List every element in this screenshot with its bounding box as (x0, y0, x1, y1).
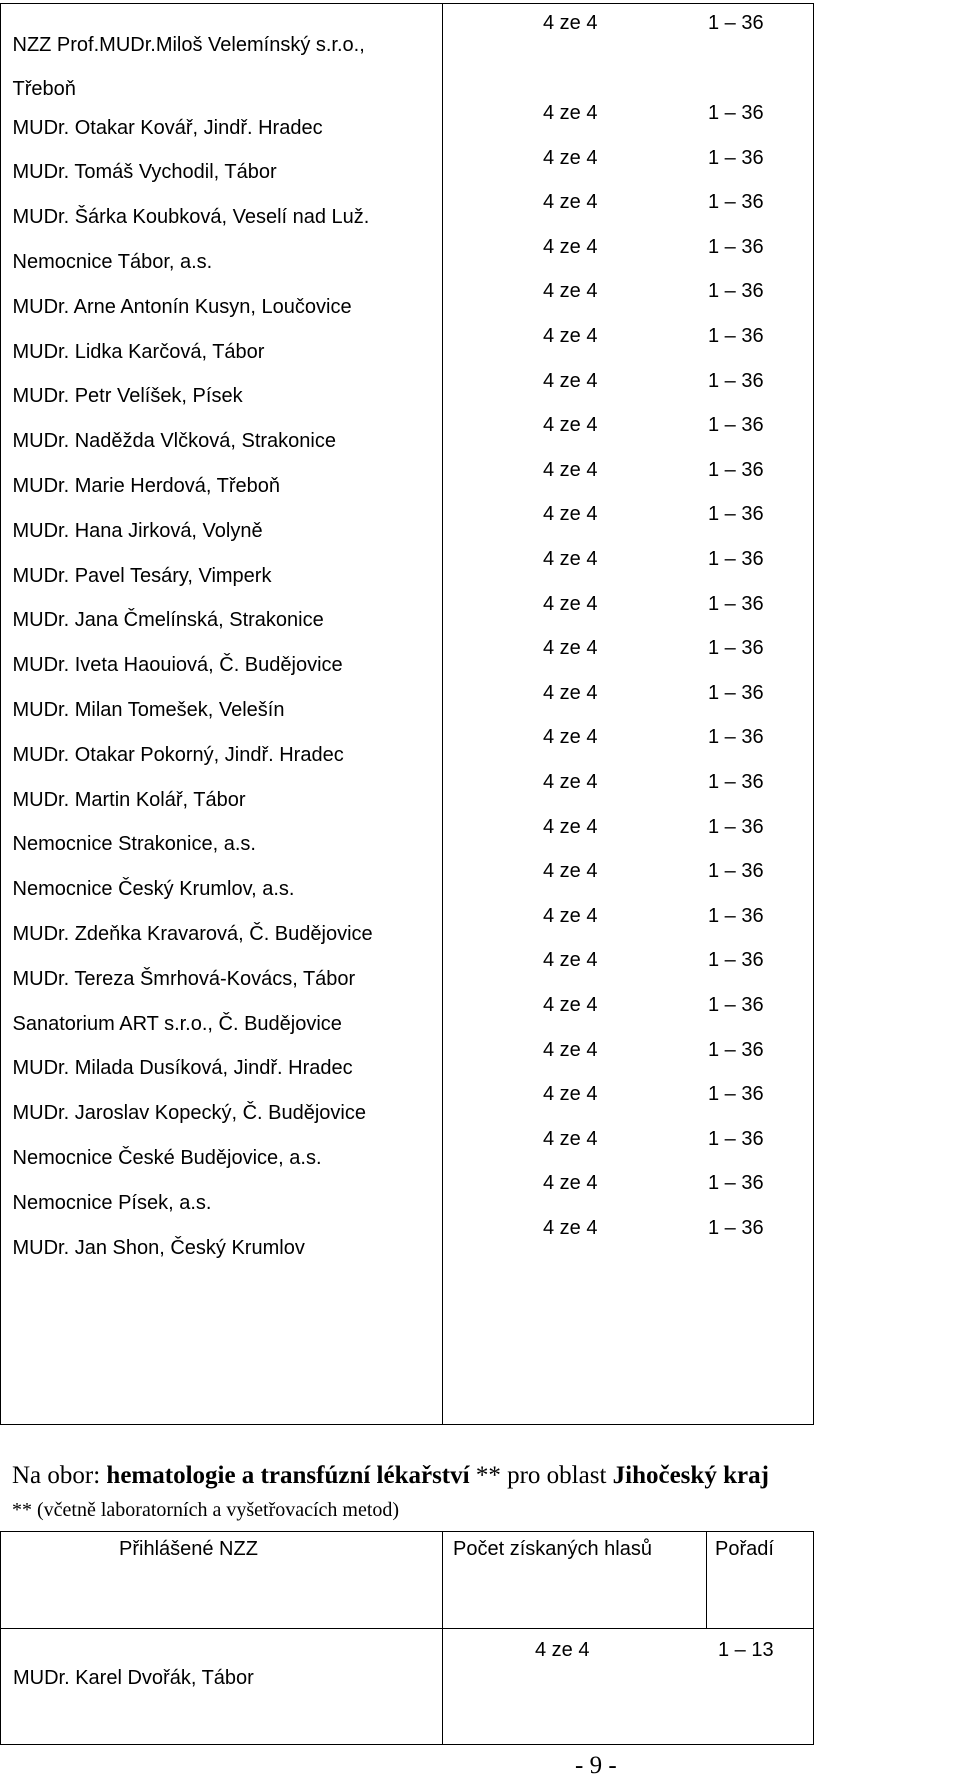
rank-range: 1 – 36 (708, 458, 764, 481)
header-votes-cell (443, 1532, 707, 1629)
nzz-name: MUDr. Naděžda Vlčková, Strakonice (12, 430, 336, 453)
nzz-name: MUDr. Petr Velíšek, Písek (12, 385, 243, 408)
votes-count: 4 ze 4 (543, 949, 598, 972)
votes-count: 4 ze 4 (543, 592, 598, 615)
votes-count: 4 ze 4 (543, 1172, 598, 1195)
rank-range: 1 – 36 (708, 503, 764, 526)
rank-range: 1 – 36 (708, 325, 764, 347)
nzz-name: MUDr. Tomáš Vychodil, Tábor (12, 161, 277, 184)
rank-range: 1 – 36 (708, 1217, 764, 1239)
nzz-name: Třeboň (12, 77, 76, 100)
field-name: hematologie a transfúzní lékařství (106, 1462, 470, 1489)
rank-range: 1 – 36 (708, 280, 764, 303)
nzz-name: Sanatorium ART s.r.o., Č. Budějovice (12, 1012, 342, 1035)
rank-range: 1 – 36 (708, 191, 764, 214)
rank-range: 1 – 36 (708, 548, 764, 570)
rank-range: 1 – 36 (708, 726, 764, 749)
nzz-name: MUDr. Otakar Kovář, Jindř. Hradec (12, 116, 323, 139)
nzz-name: MUDr. Šárka Koubková, Veselí nad Luž. (12, 206, 370, 229)
rank-range: 1 – 36 (708, 12, 764, 34)
row-name: MUDr. Karel Dvořák, Tábor (13, 1667, 254, 1689)
nzz-name: MUDr. Milan Tomešek, Velešín (12, 698, 285, 721)
votes-count: 4 ze 4 (543, 1127, 598, 1150)
rank-range: 1 – 36 (708, 949, 764, 972)
votes-count: 4 ze 4 (543, 1038, 598, 1061)
nzz-name: MUDr. Lidka Karčová, Tábor (12, 340, 265, 363)
votes-count: 4 ze 4 (543, 12, 598, 34)
row-values-cell (443, 1629, 814, 1745)
votes-count: 4 ze 4 (543, 146, 598, 169)
rank-range: 1 – 36 (708, 904, 764, 927)
nzz-name: NZZ Prof.MUDr.Miloš Velemínský s.r.o., (12, 33, 365, 56)
votes-count: 4 ze 4 (543, 325, 598, 347)
rank-range: 1 – 36 (708, 1172, 764, 1195)
rank-range: 1 – 36 (708, 771, 764, 793)
votes-column (443, 4, 814, 1425)
rank-range: 1 – 36 (708, 1038, 764, 1061)
rank-range: 1 – 36 (708, 146, 764, 169)
results-table (0, 3, 814, 1425)
nzz-name: MUDr. Jana Čmelínská, Strakonice (12, 609, 324, 632)
nzz-name: MUDr. Hana Jirková, Volyně (12, 519, 263, 542)
votes-count: 4 ze 4 (543, 235, 598, 258)
rank-range: 1 – 36 (708, 994, 764, 1016)
nzz-name: MUDr. Pavel Tesáry, Vimperk (12, 564, 272, 587)
votes-count: 4 ze 4 (543, 548, 598, 570)
votes-count: 4 ze 4 (543, 994, 598, 1016)
votes-count: 4 ze 4 (543, 280, 598, 303)
rank-range: 1 – 36 (708, 1127, 764, 1150)
nzz-name: MUDr. Tereza Šmrhová-Kovács, Tábor (12, 967, 356, 990)
row-votes: 4 ze 4 (535, 1639, 590, 1661)
votes-count: 4 ze 4 (543, 1217, 598, 1239)
nzz-name: Nemocnice České Budějovice, a.s. (12, 1146, 322, 1169)
rank-range: 1 – 36 (708, 1083, 764, 1106)
votes-count: 4 ze 4 (543, 726, 598, 749)
votes-count: 4 ze 4 (543, 102, 598, 124)
nzz-name: MUDr. Otakar Pokorný, Jindř. Hradec (12, 743, 344, 766)
rank-range: 1 – 36 (708, 369, 764, 392)
rank-range: 1 – 36 (708, 414, 764, 437)
nzz-name: MUDr. Arne Antonín Kusyn, Loučovice (12, 295, 352, 318)
votes-count: 4 ze 4 (543, 771, 598, 793)
row-name-cell (1, 1629, 443, 1745)
header-rank-cell (707, 1532, 814, 1629)
rank-range: 1 – 36 (708, 815, 764, 838)
nzz-name: MUDr. Martin Kolář, Tábor (12, 788, 246, 811)
nzz-name: Nemocnice Tábor, a.s. (12, 250, 213, 273)
votes-count: 4 ze 4 (543, 191, 598, 214)
header-name-cell (1, 1532, 443, 1629)
nzz-name: Nemocnice Písek, a.s. (12, 1191, 212, 1214)
region-name: Jihočeský kraj (612, 1462, 769, 1489)
nzz-name: MUDr. Zdeňka Kravarová, Č. Budějovice (12, 922, 373, 945)
rank-range: 1 – 36 (708, 592, 764, 615)
votes-count: 4 ze 4 (543, 369, 598, 392)
nzz-name: Nemocnice Český Krumlov, a.s. (12, 878, 295, 901)
header-rank: Pořadí (715, 1538, 774, 1560)
votes-count: 4 ze 4 (543, 458, 598, 481)
votes-count: 4 ze 4 (543, 637, 598, 660)
section-note: ** (včetně laboratorních a vyšetřovacích metod) (12, 1499, 400, 1521)
header-name: Přihlášené NZZ (119, 1538, 258, 1560)
nzz-name: Nemocnice Strakonice, a.s. (12, 833, 256, 856)
hematology-table (0, 1531, 814, 1745)
section-heading: Na obor: hematologie a transfúzní lékařství ** pro oblast Jihočeský kraj (12, 1462, 769, 1489)
rank-range: 1 – 36 (708, 235, 764, 258)
votes-count: 4 ze 4 (543, 904, 598, 927)
votes-count: 4 ze 4 (543, 681, 598, 704)
header-votes: Počet získaných hlasů (453, 1538, 652, 1560)
nzz-name: MUDr. Milada Dusíková, Jindř. Hradec (12, 1057, 353, 1080)
nzz-name: MUDr. Jaroslav Kopecký, Č. Budějovice (12, 1102, 366, 1125)
nzz-names-column (1, 4, 443, 1425)
votes-count: 4 ze 4 (543, 1083, 598, 1106)
row-rank: 1 – 13 (718, 1639, 774, 1661)
votes-count: 4 ze 4 (543, 503, 598, 526)
votes-count: 4 ze 4 (543, 815, 598, 838)
rank-range: 1 – 36 (708, 637, 764, 660)
nzz-name: MUDr. Iveta Haouiová, Č. Budějovice (12, 654, 343, 677)
rank-range: 1 – 36 (708, 102, 764, 124)
votes-count: 4 ze 4 (543, 860, 598, 883)
votes-count: 4 ze 4 (543, 414, 598, 437)
nzz-name: MUDr. Marie Herdová, Třeboň (12, 474, 280, 497)
page-number: - 9 - (575, 1752, 617, 1779)
nzz-name: MUDr. Jan Shon, Český Krumlov (12, 1236, 305, 1259)
rank-range: 1 – 36 (708, 681, 764, 704)
rank-range: 1 – 36 (708, 860, 764, 883)
